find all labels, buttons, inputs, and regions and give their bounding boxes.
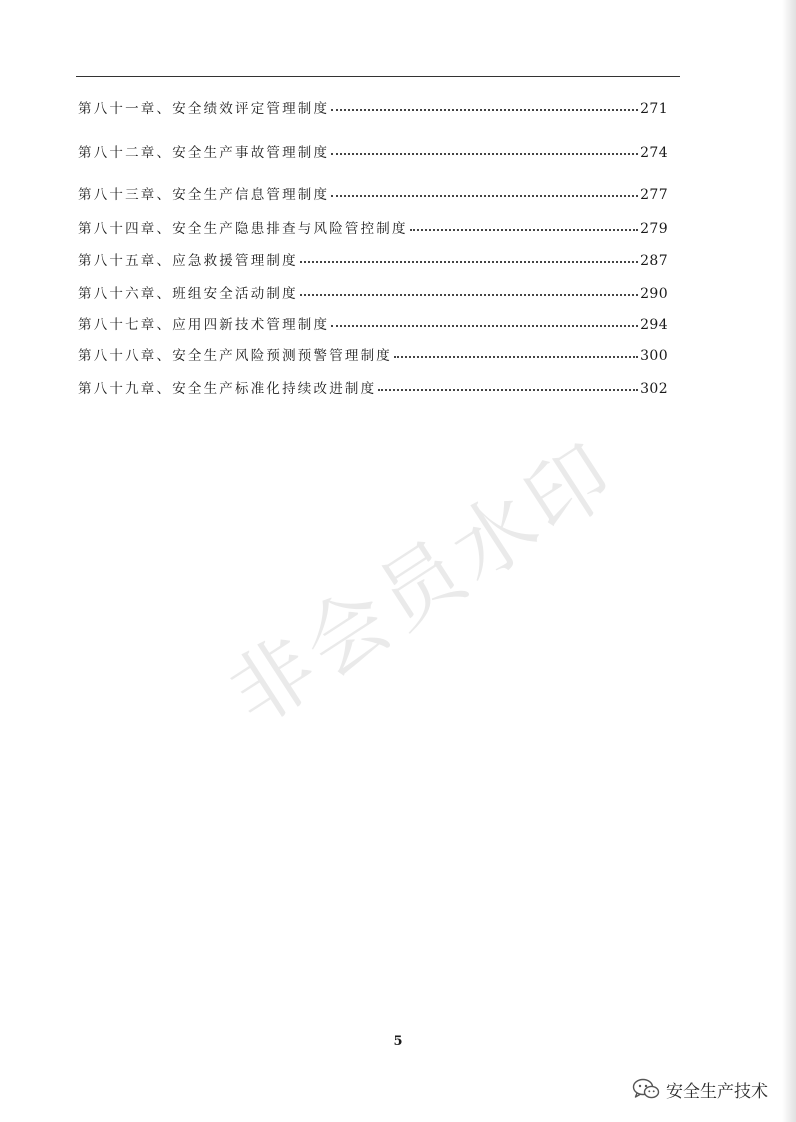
- brand-signature[interactable]: [632, 1076, 768, 1102]
- toc-entry-page: 294: [640, 317, 668, 333]
- toc-dot-leader: [300, 247, 638, 263]
- toc-entry-title: 第八十一章、安全绩效评定管理制度: [78, 101, 330, 117]
- toc-entry-page: 300: [640, 348, 668, 364]
- toc-dot-leader: [331, 95, 638, 111]
- toc-entry-page: 277: [640, 187, 668, 203]
- toc-entry-page: 290: [640, 286, 668, 302]
- toc-entry-title: 第八十二章、安全生产事故管理制度: [78, 145, 330, 161]
- toc-entry[interactable]: [78, 313, 668, 333]
- toc-entry-title: 第八十四章、安全生产隐患排查与风险管控制度: [78, 221, 408, 237]
- toc-entry-page: 287: [640, 253, 668, 269]
- toc-dot-leader: [394, 342, 638, 358]
- toc-entry-title: 第八十九章、安全生产标准化持续改进制度: [78, 381, 377, 397]
- toc-entry-page: 279: [640, 221, 668, 237]
- toc-dot-leader: [331, 181, 638, 197]
- watermark: 非会员水印: [213, 424, 635, 745]
- toc-entry[interactable]: [78, 377, 668, 397]
- toc-entry-title: 第八十五章、应急救援管理制度: [78, 253, 298, 269]
- toc-entry-title: 第八十八章、安全生产风险预测预警管理制度: [78, 348, 392, 364]
- toc-entry[interactable]: [78, 97, 668, 117]
- toc-entry[interactable]: [78, 141, 668, 161]
- page-number: 5: [393, 1034, 403, 1049]
- toc-entry-title: 第八十七章、应用四新技术管理制度: [78, 317, 330, 333]
- toc-dot-leader: [410, 215, 638, 231]
- toc-dot-leader: [300, 280, 638, 296]
- toc-entry[interactable]: [78, 344, 668, 364]
- toc-dot-leader: [378, 375, 638, 391]
- toc-entry[interactable]: [78, 217, 668, 237]
- brand-label: 安全生产技术: [666, 1081, 768, 1102]
- header-rule: [76, 76, 680, 77]
- page-edge-shadow: [782, 0, 796, 1122]
- toc-entry-title: 第八十六章、班组安全活动制度: [78, 286, 298, 302]
- toc-entry-title: 第八十三章、安全生产信息管理制度: [78, 187, 330, 203]
- toc-dot-leader: [331, 139, 638, 155]
- wechat-icon: [632, 1078, 660, 1100]
- toc-entry[interactable]: [78, 249, 668, 269]
- toc-entry-page: 274: [640, 145, 668, 161]
- toc-entry[interactable]: [78, 282, 668, 302]
- toc-entry-page: 271: [640, 101, 668, 117]
- toc-dot-leader: [331, 311, 638, 327]
- toc-entry[interactable]: [78, 183, 668, 203]
- toc-entry-page: 302: [640, 381, 668, 397]
